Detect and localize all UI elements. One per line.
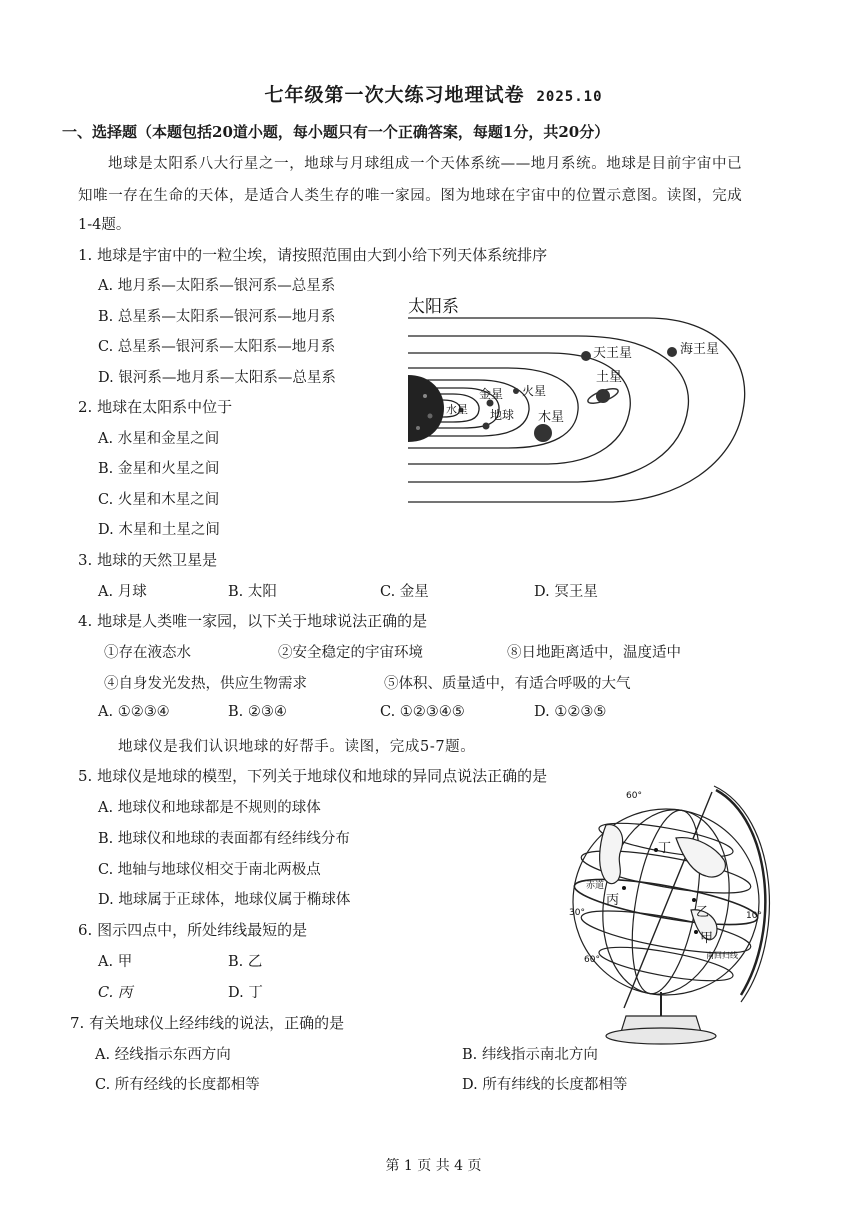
uranus-dot (581, 351, 591, 361)
q2-option-a[interactable]: A. 水星和金星之间 (98, 431, 220, 447)
q4-option-c[interactable]: C. ①②③④⑤ (380, 704, 465, 720)
globe-figure (566, 780, 786, 1070)
jupiter-dot (534, 424, 552, 442)
q5-option-b[interactable]: B. 地球仪和地球的表面都有经纬线分布 (98, 831, 350, 847)
solar-title: 太阳系 (408, 297, 459, 317)
q2-option-c[interactable]: C. 火星和木星之间 (98, 492, 220, 508)
point-bing-label: 丙 (606, 893, 620, 908)
mercury-label: 水星 (446, 403, 468, 416)
tropic-label: 南回归线 (706, 951, 738, 960)
lat-label-n60: 60° (626, 791, 642, 801)
q1-stem: 1. 地球是宇宙中的一粒尘埃，请按照范围由大到小给下列天体系统排序 (78, 246, 548, 264)
q4-statement-3: ⑧日地距离适中，温度适中 (507, 645, 681, 661)
q2-stem: 2. 地球在太阳系中位于 (78, 398, 233, 416)
q4-statement-2: ②安全稳定的宇宙环境 (278, 645, 423, 661)
mars-dot (513, 388, 519, 394)
intro-line-1: 地球是太阳系八大行星之一，地球与月球组成一个天体系统——地月系统。地球是目前宇宙中已 (108, 156, 743, 172)
q5-option-a[interactable]: A. 地球仪和地球都是不规则的球体 (98, 800, 321, 816)
point-jia-label: 甲 (700, 931, 714, 946)
q4-option-b[interactable]: B. ②③④ (228, 704, 287, 720)
q7-option-a[interactable]: A. 经线指示东西方向 (95, 1047, 231, 1063)
earth-label: 地球 (490, 408, 515, 422)
lat-label-s60: 60° (584, 955, 600, 965)
intro-line-2: 知唯一存在生命的天体，是适合人类生存的唯一家园。图为地球在宇宙中的位置示意图。读图，完成 (78, 188, 743, 204)
lat-label-s30: 30° (569, 908, 585, 918)
q1-option-c[interactable]: C. 总星系—银河系—太阳系—地月系 (98, 339, 336, 355)
q6-option-c[interactable]: C. 丙 (98, 985, 133, 1001)
q6-stem: 6. 图示四点中，所处纬线最短的是 (78, 921, 308, 939)
point-yi (692, 898, 696, 902)
q5-option-c[interactable]: C. 地轴与地球仪相交于南北两极点 (98, 862, 321, 878)
earth-dot (483, 423, 490, 430)
neptune-dot (667, 347, 677, 357)
q6-option-d[interactable]: D. 丁 (228, 985, 263, 1001)
q3-option-d[interactable]: D. 冥王星 (534, 584, 598, 600)
q5-stem: 5. 地球仪是地球的模型，下列关于地球仪和地球的异同点说法正确的是 (78, 767, 548, 785)
q2-option-b[interactable]: B. 金星和火星之间 (98, 461, 220, 477)
exam-date: 2025.10 (536, 89, 603, 105)
q6-option-a[interactable]: A. 甲 (98, 954, 133, 970)
exam-title (0, 80, 867, 107)
q4-option-a[interactable]: A. ①②③④ (98, 704, 170, 720)
intro-globe: 地球仪是我们认识地球的好帮手。读图，完成5-7题。 (118, 739, 476, 755)
lat-label-e10: 10° (746, 911, 762, 921)
jupiter-label: 木星 (538, 410, 565, 425)
q7-stem: 7. 有关地球仪上经纬线的说法，正确的是 (70, 1014, 345, 1032)
q4-statement-1: ①存在液态水 (104, 645, 191, 661)
solar-system-figure (408, 290, 753, 515)
equator-label: 赤道 (586, 881, 605, 891)
point-ding-label: 丁 (658, 841, 672, 856)
saturn-label: 土星 (596, 370, 623, 385)
section-heading: 一、选择题（本题包括20道小题，每小题只有一个正确答案，每题1分，共20分） (62, 123, 610, 141)
q4-statement-5: ⑤体积、质量适中，有适合呼吸的大气 (384, 676, 631, 692)
q5-option-d[interactable]: D. 地球属于正球体，地球仪属于椭球体 (98, 892, 351, 908)
sun-shape (408, 375, 444, 442)
q3-option-b[interactable]: B. 太阳 (228, 584, 277, 600)
venus-label: 金星 (479, 387, 504, 401)
q3-stem: 3. 地球的天然卫星是 (78, 551, 218, 569)
q4-stem: 4. 地球是人类唯一家园，以下关于地球说法正确的是 (78, 612, 428, 630)
q4-statement-4: ④自身发光发热，供应生物需求 (104, 676, 307, 692)
point-bing (622, 886, 626, 890)
q7-option-b[interactable]: B. 纬线指示南北方向 (462, 1047, 598, 1063)
q1-option-b[interactable]: B. 总星系—太阳系—银河系—地月系 (98, 309, 336, 325)
q1-option-a[interactable]: A. 地月系—太阳系—银河系—总星系 (98, 278, 336, 294)
q3-option-a[interactable]: A. 月球 (98, 584, 147, 600)
intro-line-3: 1-4题。 (78, 217, 131, 233)
neptune-label: 海王星 (680, 342, 720, 357)
q3-option-c[interactable]: C. 金星 (380, 584, 429, 600)
q7-option-c[interactable]: C. 所有经线的长度都相等 (95, 1077, 260, 1093)
mars-label: 火星 (522, 384, 547, 398)
q6-option-b[interactable]: B. 乙 (228, 954, 263, 970)
q1-option-d[interactable]: D. 银河系—地月系—太阳系—总星系 (98, 370, 336, 386)
page-footer: 第 1 页 共 4 页 (385, 1158, 482, 1174)
title-text: 七年级第一次大练习地理试卷 (264, 84, 525, 106)
q4-option-d[interactable]: D. ①②③⑤ (534, 704, 607, 720)
point-jia (694, 930, 698, 934)
q7-option-d[interactable]: D. 所有纬线的长度都相等 (462, 1077, 628, 1093)
uranus-label: 天王星 (593, 346, 633, 361)
point-yi-label: 乙 (696, 905, 710, 920)
q2-option-d[interactable]: D. 木星和土星之间 (98, 522, 220, 538)
